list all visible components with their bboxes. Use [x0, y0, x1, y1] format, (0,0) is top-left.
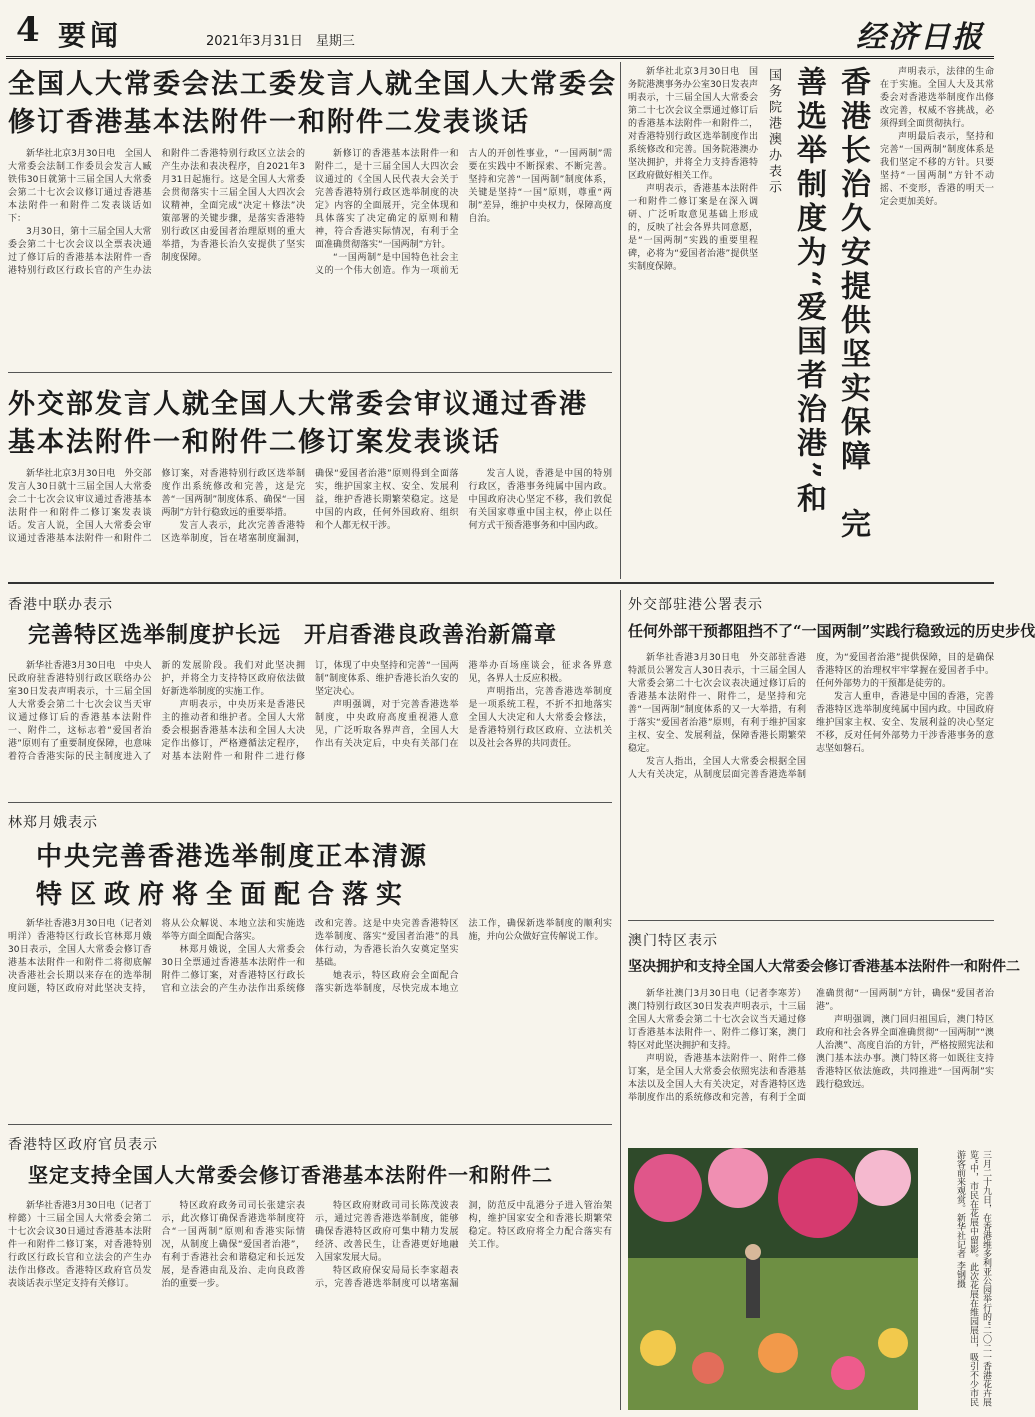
paragraph: 林郑月娥说，全国人大常委会30日全票通过香港基本法附件一和附件二修订案，对香港特区行政长官和立法会的产生办法作出系统修改和完善。这是中央完善香港特区选举制度、落实“爱国者治港”的具体行动，为香港长治久安奠定坚实基础。: [161, 919, 459, 994]
issue-date: 2021年3月31日 星期三: [206, 34, 355, 49]
article-divider: [8, 802, 612, 803]
article-body: [628, 652, 994, 896]
article-divider: [628, 920, 994, 921]
article-body: [8, 1200, 612, 1404]
section-divider: [8, 582, 994, 584]
article-divider: [8, 372, 612, 373]
article-kicker: 林郑月娥表示: [8, 815, 98, 831]
paragraph: 声明最后表示，坚持和完善“一国两制”制度体系是我们坚定不移的方针。只要坚持“一国两制”方针不动摇、不变形，香港的明天一定会更加美好。: [880, 132, 994, 207]
article-body: [8, 148, 612, 356]
paragraph: 新华社北京3月30日电 国务院港澳事务办公室30日发表声明表示，十三届全国人大常委会第二十七次会议全票通过修订后的香港基本法附件一和附件二，对香港特别行政区选举制度作出系统修改和完善。国务院港澳办坚决拥护，并将全力支持香港特区政府做好相关工作。: [628, 67, 758, 181]
flower-display-icon: [628, 1148, 918, 1410]
paragraph: 声明强调，澳门回归祖国后，澳门特区政府和社会各界全面准确贯彻“一国两制”“澳人治澳”、高度自治的方针，严格按照宪法和澳门基本法办事。澳门特区将一如既往支持香港特区依法施政，共同推进“一国两制”实践行稳致远。: [816, 1015, 994, 1090]
paragraph: “一国两制”是中国特色社会主义的一个伟大创造。作为一项前无古人的开创性事业，“一国两制”需要在实践中不断探索、不断完善。坚持和完善“一国两制”制度体系，关键是坚持“一国”原则，尊重“两制”差异，维护中央权力，保障高度自治。: [315, 149, 612, 276]
paragraph: 新华社香港3月30日电 外交部驻香港特派员公署发言人30日表示，十三届全国人大常委会第二十七次会议表决通过修订后的香港基本法附件一、附件二，是坚持和完善“一国两制”制度体系的又一大举措，有利于落实“爱国者治港”原则，有利于维护国家主权、安全、发展利益，保障香港长期繁荣稳定。: [628, 653, 806, 754]
photo-caption: 三月二十九日，在香港维多利亚公园举行的“二〇二一香港花卉展览”中，市民在花展中留影。此次花展在维园展出，吸引不少市民游客前来观赏。新华社记者 李钢摄: [955, 1150, 991, 1407]
article-npc-law-committee: [8, 66, 617, 366]
column-divider: [620, 590, 621, 1410]
article-body: [8, 468, 612, 572]
article-body: [8, 660, 612, 798]
paragraph: 特区政府财政司司长陈茂波表示，通过完善香港选举制度，能够确保香港特区政府可集中精力发展经济、改善民生，让香港更好地融入国家发展大局。: [315, 1201, 459, 1263]
article-headline: 坚决拥护和支持全国人大常委会修订香港基本法附件一和附件二: [628, 959, 1020, 975]
article-headline: 修订香港基本法附件一和附件二发表谈话: [8, 107, 530, 138]
paragraph: 新华社澳门3月30日电（记者李寒芳）澳门特别行政区30日发表声明表示，十三届全国人大常委会第二十七次会议当天通过修订香港基本法附件一、附件二修订案，澳门特区对此坚决拥护和支持。: [628, 989, 806, 1051]
page-number: 4: [16, 10, 40, 50]
paragraph: 声明指出，完善香港选举制度是一项系统工程，不折不扣地落实全国人大决定和人大常委会修法，是香港特别行政区政府、立法机关以及社会各界的共同责任。: [468, 687, 612, 749]
paragraph: 发言人说，香港是中国的特别行政区，香港事务纯属中国内政。中国政府决心坚定不移，我们敦促有关国家尊重中国主权，停止以任何方式干预香港事务和中国内政。: [468, 469, 612, 531]
paragraph: 声明强调，对于完善香港选举制度，中央政府高度重视港人意见，广泛听取各界声音，全国人大作出有关决定后，中央有关部门在港举办百场座谈会，征求各界意见，各界人士反应积极。: [315, 661, 612, 749]
article-macao-sar: [628, 930, 1020, 1130]
masthead: [6, 4, 994, 59]
paragraph: 新华社香港3月30日电 中央人民政府驻香港特别行政区联络办公室30日发表声明表示，十三届全国人大常委会第二十七次会议当天审议通过修订后的香港基本法附件一、附件二，这标志着“爱国者治港”原则有了重要制度保障，也意味着符合香港实际的民主制度进入了新的发展阶段。我们对此坚决拥护，并将全力支持特区政府依法做好新选举制度的实施工作。: [8, 661, 305, 762]
section-name: 要闻: [58, 19, 123, 52]
article-divider: [8, 1124, 612, 1125]
news-photo: [628, 1148, 918, 1410]
paragraph: 声明表示，中央历来是香港民主的推动者和维护者。全国人大常委会根据香港基本法和全国人大决定作出修订，严格遵循法定程序，对基本法附件一和附件二进行修订，体现了中央坚持和完善“一国两制”制度体系、维护香港长治久安的坚定决心。: [161, 661, 459, 762]
article-kicker: 外交部驻港公署表示: [628, 597, 763, 613]
paragraph: 声明说，香港基本法附件一、附件二修订案，是全国人大常委会依照宪法和香港基本法以及全国人大有关决定，对香港特区选举制度作出的系统修改和完善，有利于全面准确贯彻“一国两制”方针，确保“爱国者治港”。: [628, 989, 994, 1103]
column-divider: [620, 62, 621, 579]
paragraph: 3月30日，第十三届全国人大常委会第二十七次会议以全票表决通过了修订后的香港基本法附件一香港特别行政区行政长官的产生办法和附件二香港特别行政区立法会的产生办法和表决程序，自2021年3月31日起施行。这是全国人大常委会贯彻落实十三届全国人大四次会议精神，全面完成“决定＋修法”决策部署的关键步骤，是落实香港特别行政区由爱国者治理原则的重大举措，为香港长治久安提供了坚实制度保障。: [8, 149, 305, 276]
article-kicker: 澳门特区表示: [628, 933, 718, 949]
paragraph: 新华社香港3月30日电（记者刘明洋）香港特区行政长官林郑月娥30日表示，全国人大常委会修订香港基本法附件一和附件二将彻底解决香港社会长期以来存在的选举制度问题，特区政府对此坚决支持，将从公众解说、本地立法和实施选举等方面全面配合落实。: [8, 919, 305, 994]
paper-logo: 经济日报: [856, 20, 984, 55]
article-headline: 任何外部干预都阻挡不了“一国两制”实践行稳致远的历史步伐: [628, 622, 1035, 640]
paragraph: 特区政府政务司司长张建宗表示，此次修订确保香港选举制度符合“一国两制”原则和香港实际情况，从制度上确保“爱国者治港”，有利于香港社会和谐稳定和长远发展，是香港由乱及治、走向良政善治的重要一步。: [161, 1201, 305, 1289]
article-headline: 香港长治久安提供坚实保障 完善选举制度为“爱国者治港”和: [791, 66, 870, 542]
article-body: [628, 66, 758, 572]
paragraph: 声明表示，香港基本法附件一和附件二修订案是在深入调研、广泛听取意见基础上形成的，反映了社会各界共同意愿，是“一国两制”实践的重要里程碑，必将为“爱国者治港”提供坚实制度保障。: [628, 184, 758, 272]
article-headline: 完善特区选举制度护长远 开启香港良政善治新篇章: [28, 622, 558, 648]
article-headline: 全国人大常委会法工委发言人就全国人大常委会: [8, 69, 617, 100]
article-body: [880, 66, 994, 572]
article-commissioner-office: [628, 594, 1035, 914]
article-kicker: 香港特区政府官员表示: [8, 1137, 158, 1153]
article-headline: 外交部发言人就全国人大常委会审议通过香港: [8, 389, 588, 420]
article-carrie-lam: [8, 812, 612, 1022]
article-headline: 特区政府将全面配合落实: [36, 880, 411, 910]
paragraph: 声明表示，法律的生命在于实施。全国人大及其常委会对香港选举制度作出修改完善，权威不容挑战，必须得到全面贯彻执行。: [880, 67, 994, 129]
article-hk-officials: [8, 1134, 612, 1410]
article-headline: 坚定支持全国人大常委会修订香港基本法附件一和附件二: [28, 1163, 553, 1187]
paragraph: 发言人表示，此次完善香港特区选举制度，旨在堵塞制度漏洞，确保“爱国者治港”原则得到全面落实，维护国家主权、安全、发展利益，维护香港长期繁荣稳定。这是中国的内政，任何外国政府、组织和个人都无权干涉。: [161, 469, 459, 544]
article-kicker: 国务院港澳办表示: [766, 68, 781, 196]
article-body: [8, 918, 612, 1000]
paragraph: 新华社北京3月30日电 全国人大常委会法制工作委员会发言人臧铁伟30日就第十三届全国人大常委会第二十七次会议修订通过香港基本法附件一和附件二发表谈话如下：: [8, 149, 152, 224]
article-kicker: 香港中联办表示: [8, 597, 113, 613]
article-foreign-ministry: [8, 386, 612, 576]
paragraph: 新修订的香港基本法附件一和附件二，是十三届全国人大四次会议通过的《全国人民代表大会关于完善香港特别行政区选举制度的决定》内容的全面展开，完全体现和具体落实了决定确定的原则和精神，符合香港实际情况，有利于全面准确贯彻落实“一国两制”方针。: [315, 149, 459, 250]
article-headline: 中央完善香港选举制度正本清源: [36, 842, 429, 872]
article-hkmao-office: [628, 62, 994, 576]
article-headline: 基本法附件一和附件二修订案发表谈话: [8, 427, 501, 458]
paragraph: 新华社香港3月30日电（记者丁梓懿）十三届全国人大常委会第二十七次会议30日通过香港基本法附件一和附件二修订案，对香港特别行政区行政长官和立法会的产生办法作出修改。香港特区政府官员发表谈话表示坚定支持有关修订。: [8, 1201, 152, 1289]
paragraph: 发言人重申，香港是中国的香港，完善香港特区选举制度纯属中国内政。中国政府维护国家主权、安全、发展利益的决心坚定不移，反对任何外部势力干涉香港事务的意志坚如磐石。: [816, 692, 994, 754]
article-liaison-office: [8, 594, 612, 794]
paragraph: 她表示，特区政府会全面配合落实新选举制度，尽快完成本地立法工作，确保新选举制度的顺利实施，并向公众做好宣传解说工作。: [315, 919, 612, 994]
paragraph: 发言人指出，全国人大常委会根据全国人大有关决定，从制度层面完善香港选举制度，为“爱国者治港”提供保障，目的是确保香港特区的治理权牢牢掌握在爱国者手中。任何外部势力的干预都是徒劳的。: [628, 653, 994, 780]
article-body: [628, 988, 994, 1118]
paragraph: 新华社北京3月30日电 外交部发言人30日就十三届全国人大常委会二十七次会议审议通过香港基本法附件一和附件二修订案发表谈话。发言人说，全国人大常委会审议通过香港基本法附件一和附件二修订案，对香港特别行政区选举制度作出系统修改和完善，这是完善“一国两制”制度体系、确保“一国两制”方针行稳致远的重要举措。: [8, 469, 305, 544]
paragraph: 特区政府保安局局长李家超表示，完善香港选举制度可以堵塞漏洞，防范反中乱港分子进入管治架构，维护国家安全和香港长期繁荣稳定。特区政府将全力配合落实有关工作。: [315, 1201, 612, 1289]
